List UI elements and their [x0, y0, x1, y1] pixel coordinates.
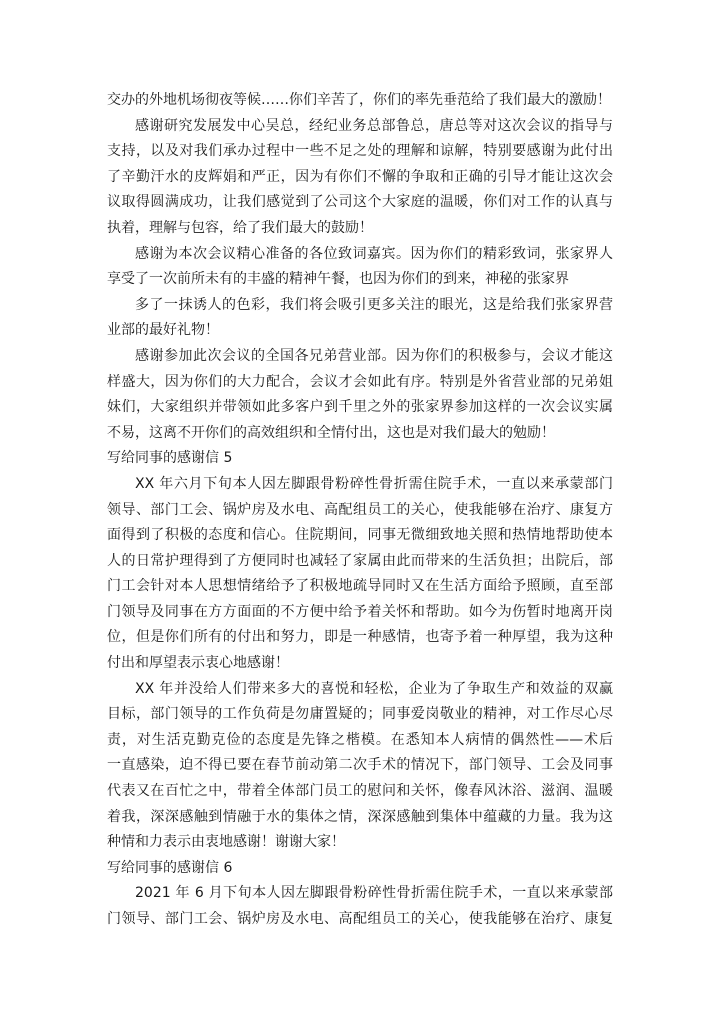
text-line: XX 年六月下旬本人因左脚跟骨粉碎性骨折需住院手术，一直以来承蒙部门: [135, 475, 613, 492]
text-line: 人的日常护理得到了方便同时也减轻了家属由此而带来的生活负担；出院后，部: [107, 552, 613, 569]
section-heading: 写给同事的感谢信 6: [107, 859, 233, 876]
document-body: [107, 88, 613, 933]
text-line: 面得到了积极的态度和信心。住院期间，同事无微细致地关照和热情地帮助使本: [107, 527, 613, 544]
text-line: 议取得圆满成功，让我们感觉到了公司这个大家庭的温暖，你们对工作的认真与: [107, 194, 613, 211]
text-line: 门领导、部门工会、锅炉房及水电、高配组员工的关心，使我能够在治疗、康复: [107, 911, 613, 927]
text-line: 感谢参加此次会议的全国各兄弟营业部。因为你们的积极参与，会议才能这: [135, 347, 613, 364]
text-line: 不易，这离不开你们的高效组织和全情付出，这也是对我们最大的勉励！: [107, 424, 555, 441]
text-line: 一直感染，迫不得已要在春节前动第二次手术的情况下，部门领导、工会及同事: [107, 757, 613, 774]
section-heading: 写给同事的感谢信 5: [107, 450, 233, 467]
text-line: 付出和厚望表示衷心地感谢！: [107, 655, 289, 672]
text-line: 目标，部门领导的工作负荷是勿庸置疑的；同事爱岗敬业的精神，对工作尽心尽: [107, 706, 613, 723]
text-line: 位，但是你们所有的付出和努力，即是一种感情，也寄予着一种厚望，我为这种: [107, 629, 613, 646]
text-line: 感谢为本次会议精心准备的各位致词嘉宾。因为你们的精彩致词，张家界人: [135, 245, 613, 262]
text-line: 享受了一次前所未有的丰盛的精神午餐，也因为你们的到来，神秘的张家界: [107, 271, 569, 288]
text-line: 责，对生活克勤克俭的态度是先锋之楷模。在悉知本人病情的偶然性——术后: [107, 731, 613, 748]
text-line: 领导、部门工会、锅炉房及水电、高配组员工的关心，使我能够在治疗、康复方: [107, 501, 613, 518]
text-line: 样盛大，因为你们的大力配合，会议才会如此有序。特别是外省营业部的兄弟姐: [107, 373, 613, 390]
text-line: 感谢研究发展发中心吴总，经纪业务总部鲁总，唐总等对这次会议的指导与: [135, 117, 613, 134]
text-line: XX 年并没给人们带来多大的喜悦和轻松，企业为了争取生产和效益的双赢: [135, 680, 613, 697]
text-line: 了辛勤汗水的皮辉娟和严正，因为有你们不懈的争取和正确的引导才能让这次会: [107, 168, 613, 185]
text-line: 着我，深深感触到情融于水的集体之情，深深感触到集体中蕴藏的力量。我为这: [107, 808, 613, 825]
text-line: 交办的外地机场彻夜等候……你们辛苦了，你们的率先垂范给了我们最大的激励！: [107, 92, 611, 108]
text-line: 妹们，大家组织并带领如此多客户到千里之外的张家界参加这样的一次会议实属: [107, 399, 613, 416]
text-line: 门领导及同事在方方面面的不方便中给予着关怀和帮助。如今为伤暂时地离开岗: [107, 603, 613, 620]
text-line: 门工会针对本人思想情绪给予了积极地疏导同时又在生活方面给予照顾，直至部: [107, 578, 613, 595]
text-line: 代表又在百忙之中，带着全体部门员工的慰问和关怀，像春风沐浴、滋润、温暖: [107, 783, 613, 800]
text-line: 多了一抹诱人的色彩，我们将会吸引更多关注的眼光，这是给我们张家界营: [135, 296, 613, 313]
text-line: 业部的最好礼物！: [107, 322, 219, 339]
text-line: 执着，理解与包容，给了我们最大的鼓励！: [107, 219, 373, 236]
text-line: 种情和力表示由衷地感谢！谢谢大家！: [107, 834, 345, 851]
text-line: 2021 年 6 月下旬本人因左脚跟骨粉碎性骨折需住院手术，一直以来承蒙部: [135, 885, 613, 902]
text-line: 支持，以及对我们承办过程中一些不足之处的理解和谅解，特别要感谢为此付出: [107, 143, 613, 160]
